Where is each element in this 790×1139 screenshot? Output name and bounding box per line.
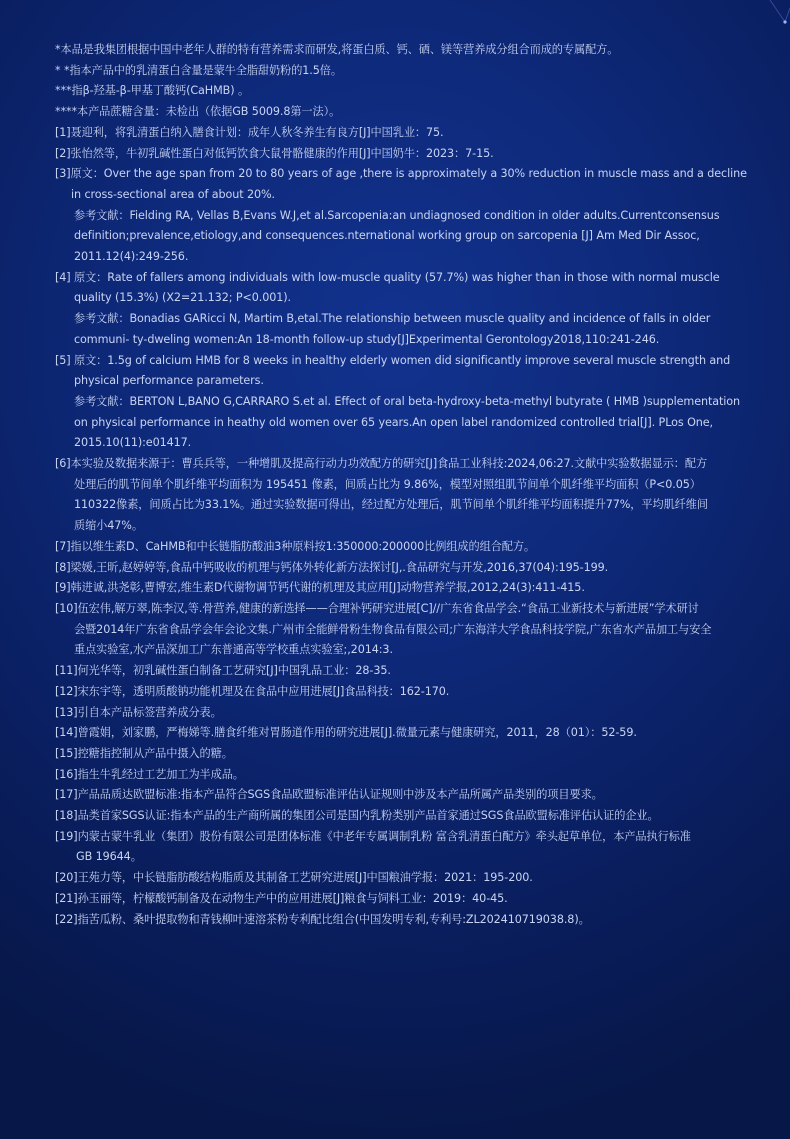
reference-5-line-5: 2015.10(11):e01417.	[74, 436, 192, 450]
reference-19-line-2: GB 19644。	[76, 850, 142, 864]
reference-10-line-3: 重点实验室,水产品深加工广东普通高等学校重点实验室;,2014:3.	[74, 643, 393, 657]
reference-4-line-1: [4] 原文：Rate of fallers among individuals with low-muscle quality (57.7%) was higher than in those with normal muscle	[55, 270, 720, 284]
reference-6-line-4: 质缩小47%。	[74, 519, 143, 533]
reference-6-line-3: 110322像素，间质占比为33.1%。通过实验数据可得出，经过配方处理后，肌节间单个肌纤维平均面积提升77%，平均肌纤维间	[74, 498, 708, 512]
reference-5-line-2: physical performance parameters.	[74, 374, 264, 388]
reference-18: [18]品类首家SGS认证:指本产品的生产商所属的集团公司是国内乳粉类别产品首家通过SGS食品欧盟标准评估认证的企业。	[55, 809, 659, 823]
reference-20: [20]王苑力等，中长链脂肪酸结构脂质及其制备工艺研究进展[J]中国粮油学报：2021：195-200.	[55, 871, 533, 885]
reference-15: [15]控糖指控制从产品中摄入的糖。	[55, 746, 233, 760]
reference-3-line-1: [3]原文：Over the age span from 20 to 80 years of age ,there is approximately a 30% reduction in muscle mass and a decline	[55, 167, 747, 181]
reference-19-line-1: [19]内蒙古蒙牛乳业（集团）股份有限公司是团体标准《中老年专属调制乳粉 富含乳清蛋白配方》牵头起草单位，本产品执行标准	[55, 829, 691, 843]
footnotes-section	[55, 40, 765, 930]
reference-4-line-3: 参考文献：Bonadias GARicci N, Martim B,etal.The relationship between muscle quality and incidence of falls in older	[74, 312, 711, 326]
reference-21: [21]孙玉丽等，柠檬酸钙制备及在动物生产中的应用进展[J]粮食与饲料工业：2019：40-45.	[55, 891, 508, 905]
corner-decoration	[710, 0, 790, 40]
reference-16: [16]指生牛乳经过工艺加工为半成品。	[55, 767, 244, 781]
reference-3-line-3: 参考文献：Fielding RA, Vellas B,Evans W.J,et al.Sarcopenia:an undiagnosed condition in older adults.Currentconsensus	[74, 208, 720, 222]
reference-14: [14]曾霞娟，刘家鹏，严梅娣等.膳食纤维对胃肠道作用的研究进展[J].微量元素与健康研究，2011，28（01）：52-59.	[55, 726, 637, 740]
reference-5-line-3: 参考文献：BERTON L,BANO G,CARRARO S.et al. Effect of oral beta-hydroxy-beta-methyl butyrate ( HMB )supplementation	[74, 394, 741, 408]
reference-1: [1]聂迎利，将乳清蛋白纳入膳食计划：成年人秋冬养生有良方[J]中国乳业：75.	[55, 125, 444, 139]
reference-9: [9]韩进诚,洪尧彰,曹博宏,维生素D代谢物调节钙代谢的机理及其应用[J]动物营养学报,2012,24(3):411-415.	[55, 581, 585, 595]
reference-3-line-5: 2011.12(4):249-256.	[74, 250, 189, 264]
footnote-1: *本品是我集团根据中国中老年人群的特有营养需求而研发,将蛋白质、钙、硒、镁等营养成分组合而成的专属配方。	[55, 43, 619, 56]
reference-17: [17]产品品质达欧盟标准:指本产品符合SGS食品欧盟标准评估认证规则中涉及本产品所属产品类别的项目要求。	[55, 788, 603, 802]
reference-7: [7]指以维生素D、CaHMB和中长链脂肪酸油3种原料按1:350000:200000比例组成的组合配方。	[55, 539, 536, 553]
footnote-2: * *指本产品中的乳清蛋白含量是蒙牛全脂甜奶粉的1.5倍。	[55, 63, 342, 77]
reference-5-line-4: on physical performance in heathy old women over 65 years.An open label randomized controlled trial[J]. PLos One,	[74, 415, 714, 429]
reference-6-line-2: 处理后的肌节间单个肌纤维平均面积为 195451 像素，间质占比为 9.86%，模型对照组肌节间单个肌纤维平均面积（P<0.05）	[74, 477, 701, 491]
reference-4-line-2: quality (15.3%) (X2=21.132; P<0.001).	[74, 291, 292, 305]
reference-4-line-4: communi- ty-dweling women:An 18-month follow-up study[J]Experimental Gerontology2018,110:241-246.	[74, 332, 660, 346]
reference-3-line-4: definition;prevalence,etiology,and consequences.nternational working group on sarcopenia [J] Am Med Dir Assoc,	[74, 229, 700, 243]
reference-12: [12]宋东宇等，透明质酸钠功能机理及在食品中应用进展[J]食品科技：162-170.	[55, 684, 450, 698]
footnote-3: ***指β-羟基-β-甲基丁酸钙(CaHMB) 。	[55, 84, 250, 98]
reference-5-line-1: [5] 原文：1.5g of calcium HMB for 8 weeks in healthy elderly women did significantly improve several muscle strength and	[55, 353, 731, 367]
reference-8: [8]梁媛,王昕,赵婷婷等,食品中钙吸收的机理与钙体外转化新方法探讨[J,.食品研究与开发,2016,37(04):195-199.	[55, 560, 609, 574]
reference-3-line-2: in cross-sectional area of about 20%.	[71, 187, 276, 201]
reference-10-line-2: 会暨2014年广东省食品学会年会论文集.广州市全能鲜骨粉生物食品有限公司;广东海洋大学食品科技学院,广东省水产品加工与安全	[74, 622, 712, 636]
reference-13: [13]引自本产品标签营养成分表。	[55, 705, 222, 719]
reference-10-line-1: [10]伍宏伟,解万翠,陈李汉,等.骨营养,健康的新选择——合理补钙研究进展[C]//广东省食品学会.“食品工业新技术与新进展”学术研讨	[55, 601, 699, 615]
footnote-4: ****本产品蔗糖含量：未检出（依据GB 5009.8第一法）。	[55, 105, 341, 119]
reference-2: [2]张怡然等，牛初乳碱性蛋白对低钙饮食大鼠骨骼健康的作用[J]中国奶牛：2023：7-15.	[55, 146, 494, 160]
reference-22: [22]指苦瓜粉、桑叶提取物和青钱柳叶速溶茶粉专利配比组合(中国发明专利,专利号:ZL202410719038.8)。	[55, 912, 590, 926]
reference-6-line-1: [6]本实验及数据来源于：曹兵兵等，一种增肌及提高行动力功效配方的研究[J]食品工业科技:2024,06:27.文献中实验数据显示：配方	[55, 457, 708, 471]
reference-11: [11]何光华等，初乳碱性蛋白制备工艺研究[J]中国乳品工业：28-35.	[55, 664, 391, 678]
